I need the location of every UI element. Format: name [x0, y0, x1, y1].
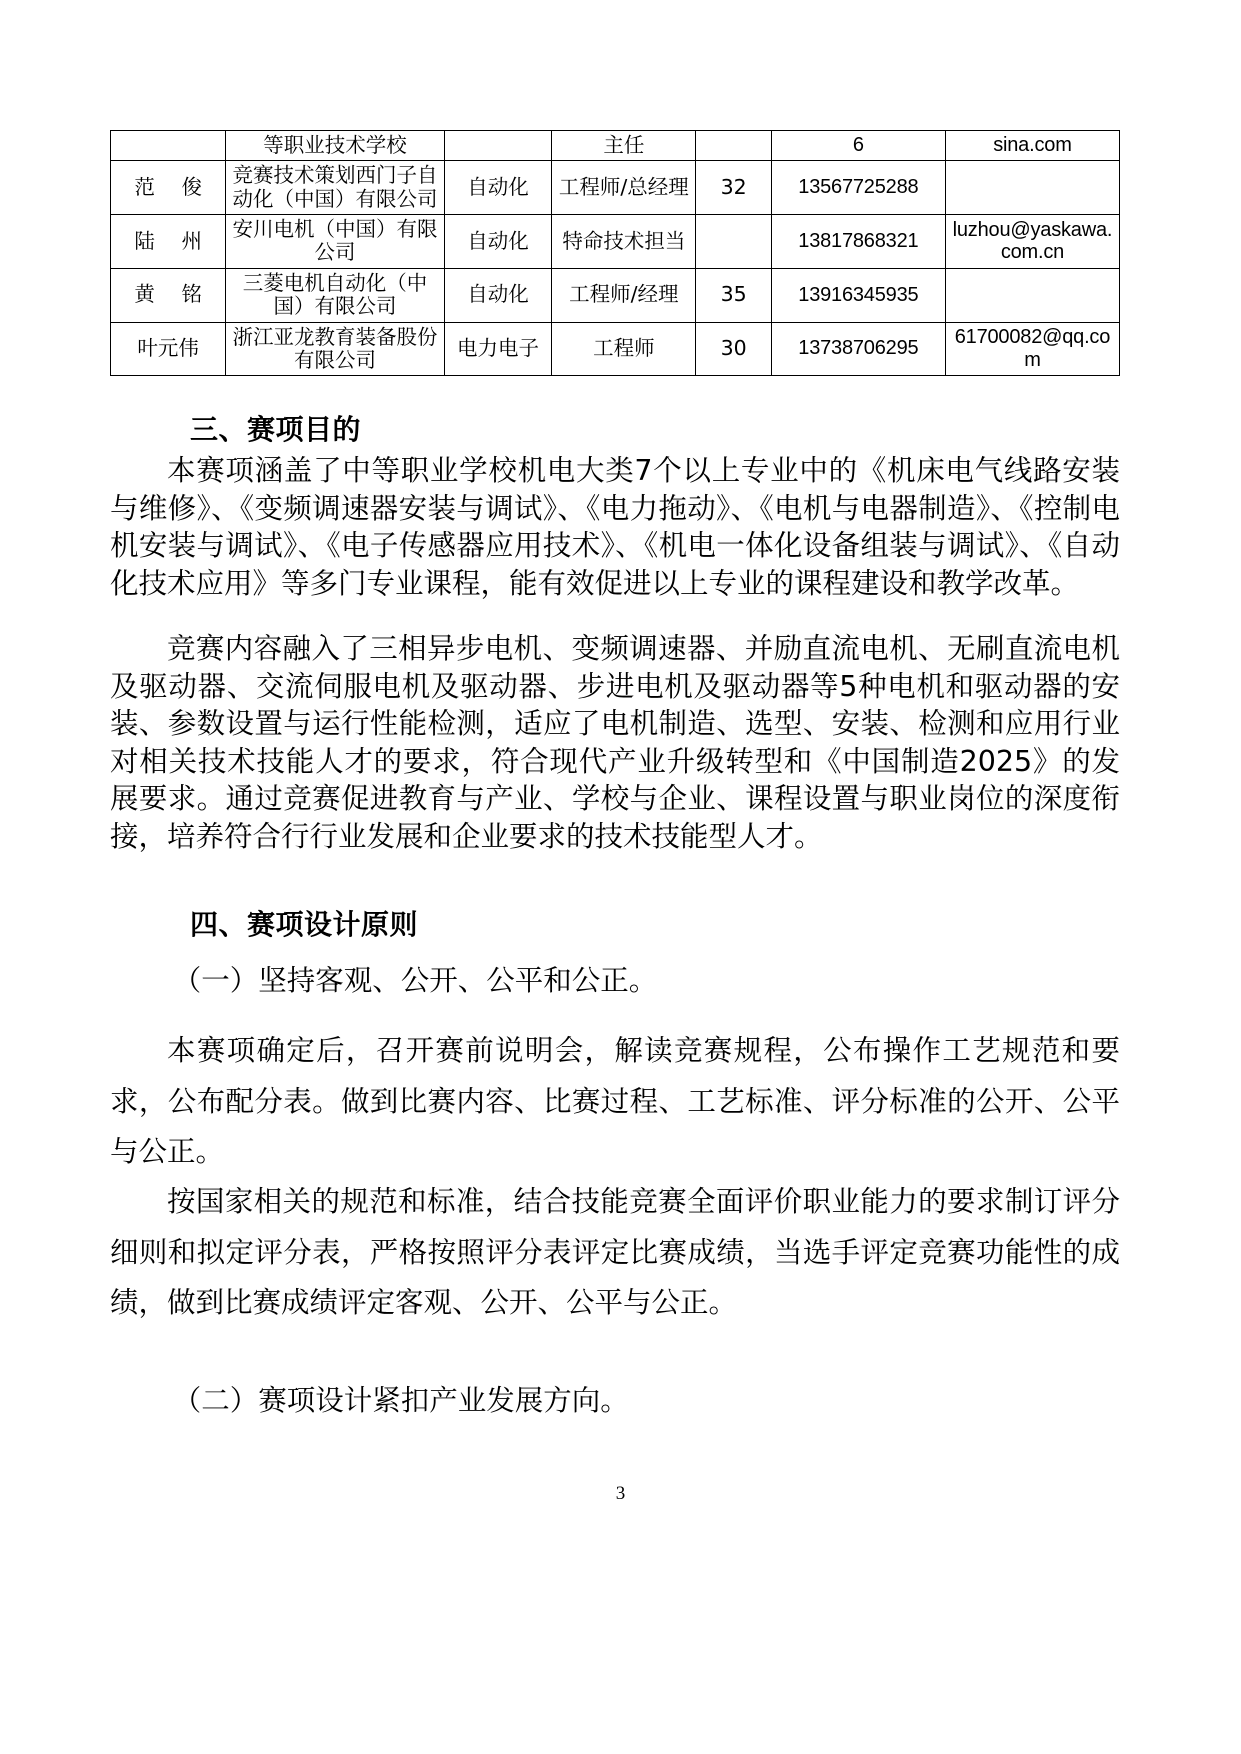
cell-phone: 13817868321 — [771, 215, 945, 269]
cell-title: 主任 — [552, 131, 696, 161]
cell-org: 三菱电机自动化（中国）有限公司 — [226, 268, 444, 322]
cell-name — [111, 131, 226, 161]
section-three-paragraph-1: 本赛项涵盖了中等职业学校机电大类7个以上专业中的《机床电气线路安装与维修》、《变频调速器安装与调试》、《电力拖动》、《电机与电器制造》、《控制电机安装与调试》、《电子传感器应用技术》、《机电一体化设备组装与调试》、《自动化技术应用》等多门专业课程，能有效促进以上专业的课程建设和教学改革。 — [110, 454, 1120, 600]
name-part: 俊 — [181, 175, 202, 200]
cell-email — [945, 161, 1119, 215]
section-four-paragraph-1: 本赛项确定后，召开赛前说明会，解读竞赛规程，公布操作工艺规范和要求，公布配分表。做到比赛内容、比赛过程、工艺标准、评分标准的公开、公平与公正。 — [110, 1034, 1120, 1169]
name-text — [113, 176, 223, 199]
cell-phone: 13916345935 — [771, 268, 945, 322]
cell-title: 工程师/总经理 — [552, 161, 696, 215]
cell-name — [111, 161, 226, 215]
name-text: 叶元伟 — [137, 336, 199, 361]
cell-age — [696, 131, 771, 161]
cell-name — [111, 215, 226, 269]
cell-major: 自动化 — [444, 161, 552, 215]
cell-major: 自动化 — [444, 268, 552, 322]
cell-major: 电力电子 — [444, 322, 552, 376]
cell-org: 安川电机（中国）有限公司 — [226, 215, 444, 269]
cell-name — [111, 322, 226, 376]
cell-major — [444, 131, 552, 161]
section-three-paragraph-2: 竞赛内容融入了三相异步电机、变频调速器、并励直流电机、无刷直流电机及驱动器、交流伺服电机及驱动器、步进电机及驱动器等5种电机和驱动器的安装、参数设置与运行性能检测，适应了电机制造、选型、安装、检测和应用行业对相关技术技能人才的要求，符合现代产业升级转型和《中国制造2025》的发展要求。通过竞赛促进教育与产业、学校与企业、课程设置与职业岗位的深度衔接，培养符合行行业发展和企业要求的技术技能型人才。 — [110, 632, 1120, 854]
cell-title: 特命技术担当 — [552, 215, 696, 269]
cell-name — [111, 268, 226, 322]
section-four-paragraph-2: 按国家相关的规范和标准，结合技能竞赛全面评价职业能力的要求制订评分细则和拟定评分表，严格按照评分表评定比赛成绩，当选手评定竞赛功能性的成绩，做到比赛成绩评定客观、公开、公平与公正。 — [110, 1185, 1120, 1320]
cell-phone: 6 — [771, 131, 945, 161]
page-number: 3 — [615, 1483, 626, 1504]
cell-org: 竞赛技术策划西门子自动化（中国）有限公司 — [226, 161, 444, 215]
cell-phone: 13738706295 — [771, 322, 945, 376]
cell-email: luzhou@yaskawa.com.cn — [945, 215, 1119, 269]
name-part: 州 — [181, 228, 202, 253]
cell-org: 等职业技术学校 — [226, 131, 444, 161]
name-part: 陆 — [134, 228, 155, 253]
section-heading-three: 三、赛项目的 — [190, 413, 362, 446]
cell-age: 30 — [696, 322, 771, 376]
section-four-item-2: （二）赛项设计紧扣产业发展方向。 — [172, 1384, 629, 1417]
section-four-item-1: （一）坚持客观、公开、公平和公正。 — [172, 964, 658, 997]
table-row — [111, 268, 1120, 322]
name-part: 铭 — [181, 282, 202, 307]
name-part: 范 — [134, 175, 155, 200]
cell-title: 工程师 — [552, 322, 696, 376]
cell-email: 61700082@qq.com — [945, 322, 1119, 376]
table-row — [111, 322, 1120, 376]
cell-org: 浙江亚龙教育装备股份有限公司 — [226, 322, 444, 376]
cell-email: sina.com — [945, 131, 1119, 161]
name-text — [113, 283, 223, 306]
cell-major: 自动化 — [444, 215, 552, 269]
cell-age: 35 — [696, 268, 771, 322]
table-row — [111, 131, 1120, 161]
cell-phone: 13567725288 — [771, 161, 945, 215]
section-heading-four: 四、赛项设计原则 — [190, 908, 419, 941]
table-row — [111, 215, 1120, 269]
contact-table — [110, 130, 1120, 376]
name-text — [113, 230, 223, 253]
table-row — [111, 161, 1120, 215]
cell-age — [696, 215, 771, 269]
cell-age: 32 — [696, 161, 771, 215]
cell-title: 工程师/经理 — [552, 268, 696, 322]
name-part: 黄 — [134, 282, 155, 307]
cell-email — [945, 268, 1119, 322]
